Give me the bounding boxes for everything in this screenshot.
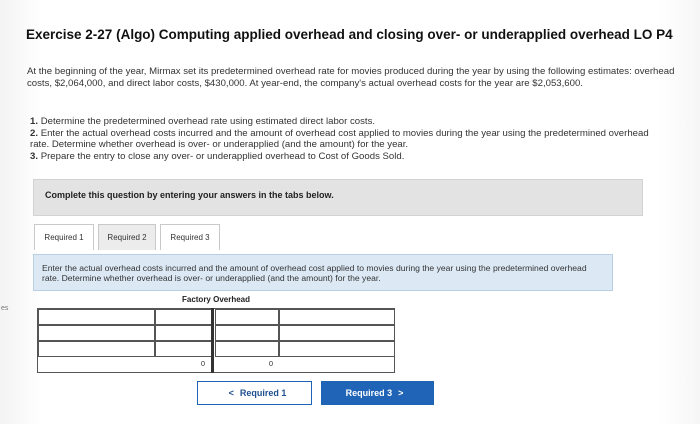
debit-label-input-1[interactable] bbox=[38, 309, 155, 325]
tab-required-1[interactable]: Required 1 bbox=[34, 224, 94, 250]
debit-amount-input-2[interactable] bbox=[155, 325, 212, 341]
debit-label-input-2[interactable] bbox=[38, 325, 155, 341]
side-text: es bbox=[1, 305, 9, 312]
next-button-label: Required 3 bbox=[345, 388, 393, 398]
step-3 bbox=[30, 151, 670, 163]
credit-label-input-3[interactable] bbox=[279, 341, 395, 357]
t-account-factory-overhead bbox=[37, 292, 395, 375]
step-number: 3. bbox=[30, 150, 39, 162]
credit-label-input-2[interactable] bbox=[279, 325, 395, 341]
t-account-title: Factory Overhead bbox=[181, 295, 251, 304]
credit-amount-input-3[interactable] bbox=[215, 341, 279, 357]
chevron-left-icon: < bbox=[228, 388, 234, 398]
step-text: Determine the predetermined overhead rate using estimated direct labor costs. bbox=[40, 116, 376, 127]
credit-label-input-1[interactable] bbox=[279, 309, 395, 325]
tab-required-3[interactable]: Required 3 bbox=[160, 224, 220, 250]
debit-amount-input-3[interactable] bbox=[155, 341, 212, 357]
debit-total: 0 bbox=[200, 359, 205, 368]
step-text: Prepare the entry to close any over- or underapplied overhead to Cost of Goods Sold. bbox=[40, 150, 405, 162]
tab-required-2[interactable]: Required 2 bbox=[98, 224, 156, 250]
next-required-button[interactable] bbox=[321, 381, 434, 405]
instruction-box bbox=[33, 254, 613, 291]
step-number: 1. bbox=[30, 116, 39, 127]
page-title: Exercise 2-27 (Algo) Computing applied overhead and closing over- or underapplied overhead LO P4 bbox=[26, 27, 673, 42]
credit-amount-input-2[interactable] bbox=[215, 325, 279, 341]
step-1 bbox=[30, 116, 670, 128]
t-account-divider bbox=[211, 308, 214, 373]
step-text: Enter the actual overhead costs incurred and the amount of overhead cost applied to movies during the year using the predetermined overhead rate. Determine whether overhead is over- or underapplied (and the amount) for the year. bbox=[30, 127, 649, 151]
question-banner bbox=[33, 179, 643, 216]
intro-text: At the beginning of the year, Mirmax set its predetermined overhead rate for movies produced during the year by using the following estimates: overhead costs, $2,064,000, and direct labor costs, $430,000. At year-end, the company's actual overhead costs for the year are $2,053,600. bbox=[27, 66, 675, 89]
prev-required-button[interactable] bbox=[197, 381, 312, 405]
debit-label-input-3[interactable] bbox=[38, 341, 155, 357]
banner-text: Complete this question by entering your answers in the tabs below. bbox=[45, 190, 334, 200]
prev-button-label: Required 1 bbox=[239, 388, 287, 398]
credit-amount-input-1[interactable] bbox=[215, 309, 279, 325]
instruction-text: Enter the actual overhead costs incurred and the amount of overhead cost applied to movies during the year using the predetermined overhead rate. Determine whether overhead is over- or underapplied (and the amount) for the year. bbox=[42, 263, 587, 284]
steps-list bbox=[30, 116, 670, 162]
chevron-right-icon: > bbox=[398, 388, 404, 398]
credit-total: 0 bbox=[268, 359, 273, 368]
t-account-grid bbox=[37, 308, 395, 373]
step-2 bbox=[30, 128, 670, 151]
step-number: 2. bbox=[30, 127, 39, 139]
debit-amount-input-1[interactable] bbox=[155, 309, 212, 325]
